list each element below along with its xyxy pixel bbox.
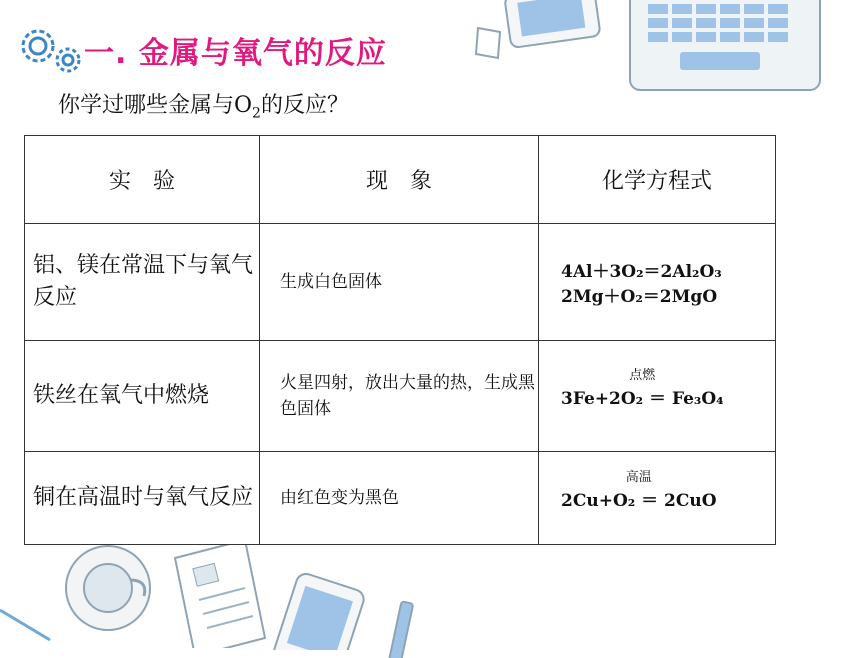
gears-icon <box>14 22 86 78</box>
header-phenomenon: 现 象 <box>260 136 539 224</box>
coffee-cup-illustration <box>50 540 170 650</box>
table-header-row <box>25 136 776 224</box>
equation-cell <box>539 341 776 452</box>
equation-text: 2Cu+O₂ ＝ 2CuO <box>561 490 717 511</box>
experiment-cell: 铝、镁在常温下与氧气反应 <box>25 224 260 341</box>
header-experiment: 实 验 <box>25 136 260 224</box>
question-text-end: 的反应？ <box>260 93 349 118</box>
table-row <box>25 224 776 341</box>
sticky-note-icon <box>472 24 508 64</box>
document-illustration <box>165 538 275 648</box>
table-row <box>25 341 776 452</box>
equation-cell <box>539 452 776 545</box>
tablet-illustration <box>272 570 372 650</box>
reaction-condition: 点燃 <box>629 367 656 383</box>
equation-with-condition <box>561 469 717 511</box>
corner-stroke-decoration <box>0 590 60 650</box>
page-title: 一. 金属与氧气的反应 <box>84 36 387 71</box>
equation-text: 2Mg＋O₂＝2MgO <box>561 287 718 307</box>
header-equation: 化学方程式 <box>539 136 776 224</box>
question-subscript: 2 <box>252 105 261 122</box>
phenomenon-cell: 生成白色固体 <box>260 224 539 341</box>
equation-with-condition <box>561 367 724 409</box>
phone-illustration <box>498 0 618 60</box>
reaction-table <box>24 135 776 545</box>
experiment-cell: 铁丝在氧气中燃烧 <box>25 341 260 452</box>
question-text: 你学过哪些金属与O <box>58 93 253 118</box>
equation-cell <box>539 224 776 341</box>
laptop-illustration <box>600 0 840 110</box>
equation-text: 4Al＋3O₂＝2Al₂O₃ <box>561 262 722 282</box>
phenomenon-cell: 由红色变为黑色 <box>260 452 539 545</box>
reaction-condition: 高温 <box>625 469 652 485</box>
experiment-cell: 铜在高温时与氧气反应 <box>25 452 260 545</box>
table-row <box>25 452 776 545</box>
question-prompt <box>58 88 349 121</box>
pen-illustration <box>380 598 430 658</box>
equation-text: 3Fe+2O₂ ＝ Fe₃O₄ <box>561 388 724 409</box>
phenomenon-cell: 火星四射，放出大量的热，生成黑色固体 <box>260 341 539 452</box>
